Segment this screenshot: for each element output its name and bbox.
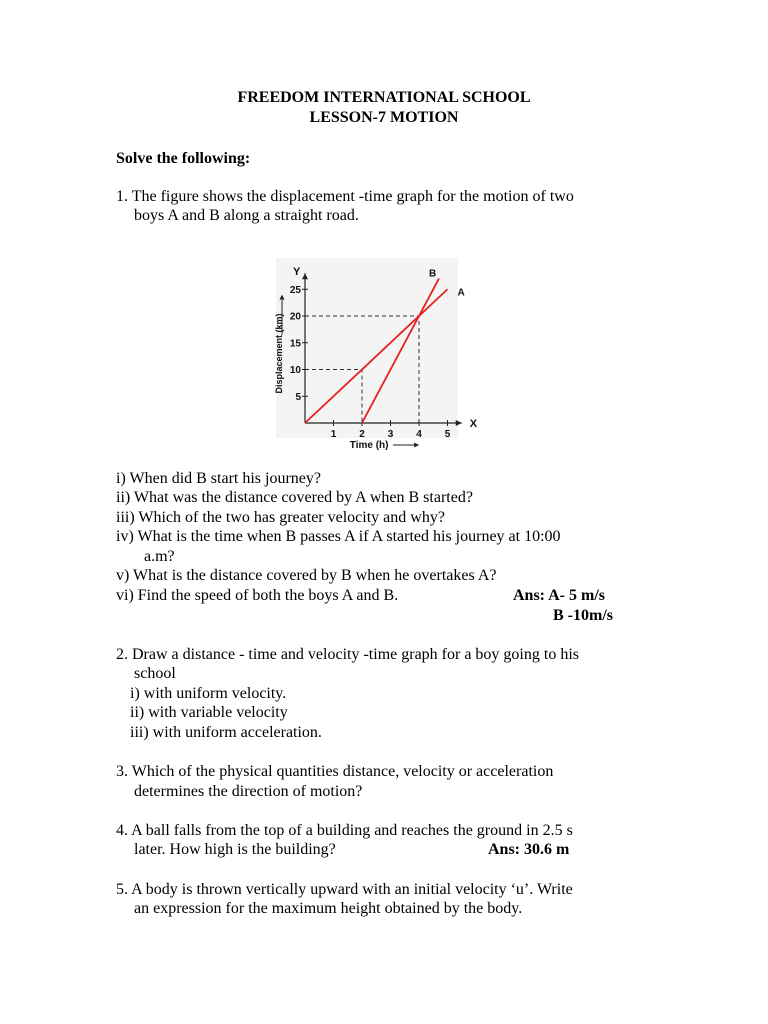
y-tick-label: 20	[289, 311, 301, 323]
q2-part-i: i) with uniform velocity.	[130, 685, 287, 702]
x-tick-label: 4	[416, 429, 422, 440]
y-tick-label: 25	[289, 284, 301, 296]
x-axis-arrowhead	[456, 420, 462, 426]
x-axis-label: Time (h)	[349, 440, 389, 451]
q3-line1: 3. Which of the physical quantities distance, velocity or acceleration	[116, 763, 554, 780]
q1-part-iv-cont: a.m?	[144, 548, 175, 565]
q4-answer: Ans: 30.6 m	[488, 841, 570, 858]
q1-part-ii: ii) What was the distance covered by A when B started?	[116, 489, 473, 506]
graph-background	[276, 258, 458, 438]
y-tick-label: 15	[289, 338, 301, 350]
q2-part-ii: ii) with variable velocity	[130, 704, 288, 721]
series-label-b: B	[428, 268, 437, 280]
q3-line2: determines the direction of motion?	[134, 783, 363, 800]
y-axis-label: Displacement (km)	[274, 313, 284, 394]
q1-answer-a: Ans: A- 5 m/s	[513, 587, 606, 604]
q1-part-iv: iv) What is the time when B passes A if A started his journey at 10:00	[116, 528, 561, 545]
instruction: Solve the following:	[116, 150, 251, 167]
series-label-a: A	[457, 287, 465, 299]
y-axis-letter: Y	[293, 266, 301, 279]
x-tick-label: 3	[387, 429, 394, 440]
x-axis-letter: X	[469, 418, 478, 430]
school-title: FREEDOM INTERNATIONAL SCHOOL	[237, 89, 531, 106]
q1-part-i: i) When did B start his journey?	[116, 470, 321, 487]
q5-line2: an expression for the maximum height obtained by the body.	[134, 900, 523, 917]
q1-part-iii: iii) Which of the two has greater velocity and why?	[116, 509, 445, 526]
displacement-time-graph	[270, 258, 500, 458]
q5-line1: 5. A body is thrown vertically upward with an initial velocity ‘u’. Write	[116, 881, 573, 898]
q2-line2: school	[134, 665, 176, 682]
lesson-title: LESSON-7 MOTION	[309, 109, 459, 126]
q2-line1: 2. Draw a distance - time and velocity -time graph for a boy going to his	[116, 646, 579, 663]
x-tick-label: 5	[444, 429, 451, 440]
q1-part-v: v) What is the distance covered by B when he overtakes A?	[116, 567, 497, 584]
q1-answer-b: B -10m/s	[553, 607, 613, 624]
q1-part-vi: vi) Find the speed of both the boys A and B.	[116, 587, 399, 604]
x-tick-label: 2	[359, 429, 365, 440]
q1-line2: boys A and B along a straight road.	[134, 207, 359, 224]
q1-line1: 1. The figure shows the displacement -time graph for the motion of two	[116, 188, 574, 205]
q4-line2: later. How high is the building?	[134, 841, 336, 858]
q4-line1: 4. A ball falls from the top of a building and reaches the ground in 2.5 s	[116, 822, 573, 839]
y-tick-label: 5	[295, 391, 301, 403]
x-tick-label: 1	[330, 429, 337, 440]
y-tick-label: 10	[289, 365, 301, 376]
xlabel-arrowhead	[414, 443, 419, 448]
q2-part-iii: iii) with uniform acceleration.	[130, 724, 322, 741]
